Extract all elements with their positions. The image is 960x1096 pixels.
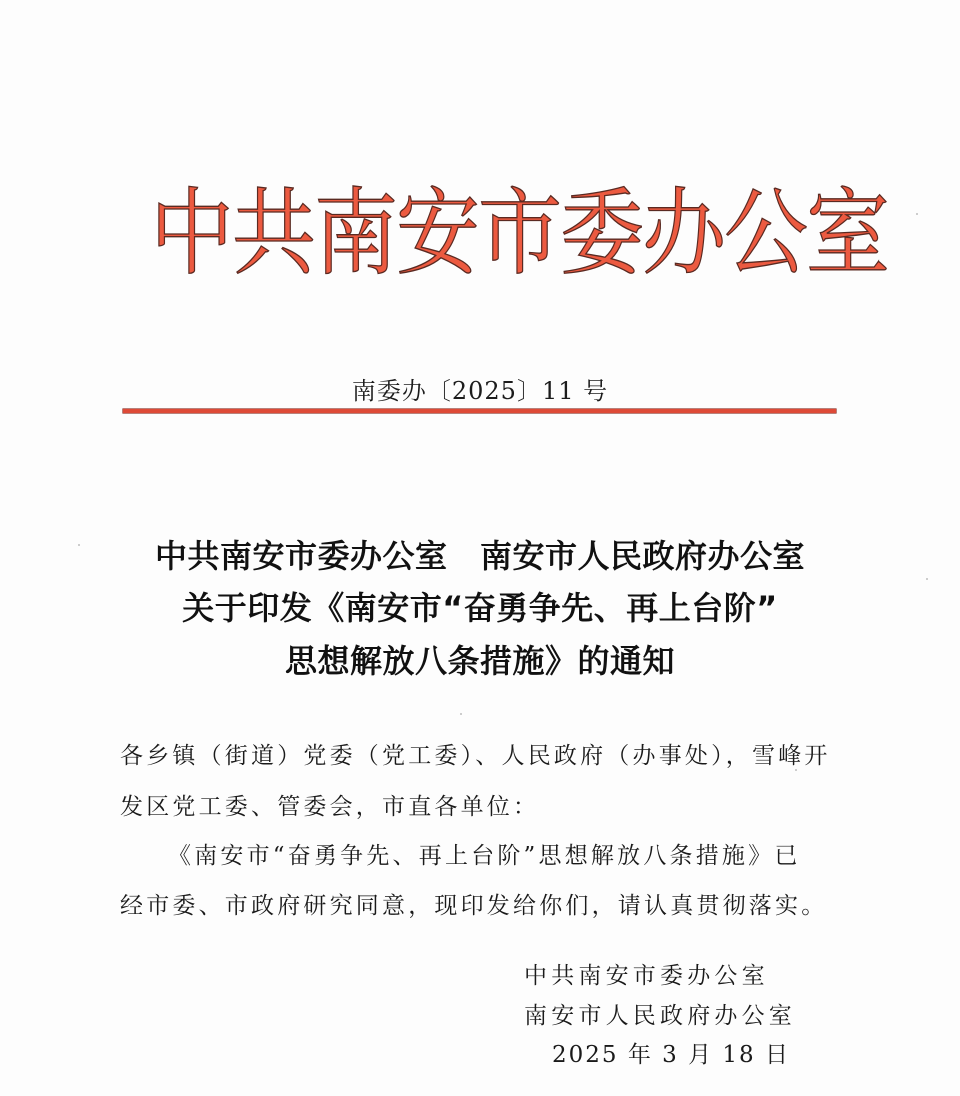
signature-org-1: 中共南安市委办公室 — [524, 963, 769, 989]
masthead-char: 办 — [642, 178, 727, 288]
masthead-char: 市 — [478, 178, 563, 288]
scan-speck — [926, 578, 928, 580]
document-number: 南委办〔2025〕11 号 — [351, 377, 609, 405]
signature-date: 2025 年 3 月 18 日 — [552, 1042, 790, 1068]
masthead-char: 室 — [806, 178, 891, 288]
red-masthead — [150, 171, 891, 294]
masthead-char: 中 — [150, 178, 235, 288]
masthead-char: 安 — [396, 178, 481, 288]
masthead-char: 共 — [232, 178, 317, 288]
body-line-1: 各乡镇（街道）党委（党工委）、人民政府（办事处），雪峰开 — [120, 743, 831, 769]
body-line-4: 经市委、市政府研究同意，现印发给你们，请认真贯彻落实。 — [120, 893, 828, 919]
masthead-char: 公 — [724, 178, 809, 288]
scan-speck — [460, 713, 462, 715]
body-line-2: 发区党工委、管委会，市直各单位： — [120, 794, 540, 820]
red-divider-line — [123, 409, 836, 413]
title-line-2: 关于印发《南安市“奋勇争先、再上台阶” — [182, 589, 778, 627]
body-line-3: 《南安市“奋勇争先、再上台阶”思想解放八条措施》已 — [168, 843, 801, 869]
scan-speck — [795, 769, 797, 771]
title-line-3: 思想解放八条措施》的通知 — [284, 642, 675, 680]
masthead-char: 南 — [314, 178, 399, 288]
scan-speck — [78, 544, 80, 546]
signature-org-2: 南安市人民政府办公室 — [524, 1003, 796, 1029]
title-line-1: 中共南安市委办公室 南安市人民政府办公室 — [154, 537, 805, 575]
masthead-char: 委 — [560, 178, 645, 288]
scan-speck — [916, 213, 918, 215]
